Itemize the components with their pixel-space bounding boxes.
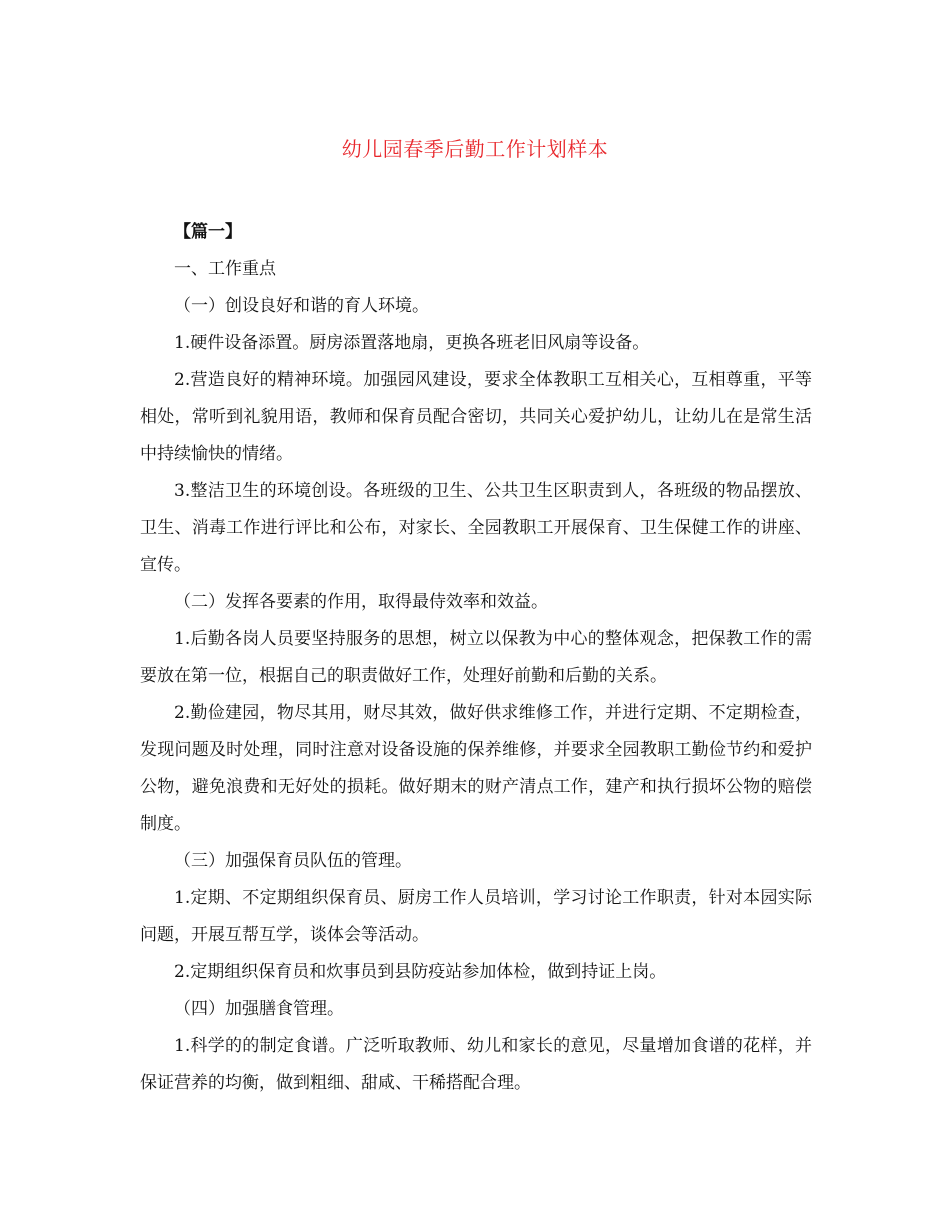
- heading-level-1: 一、工作重点: [174, 259, 276, 279]
- heading-level-2: （四）加强膳食管理。: [174, 999, 344, 1019]
- heading-level-2: （三）加强保育员队伍的管理。: [174, 851, 412, 871]
- paragraph: 1.科学的的制定食谱。广泛听取教师、幼儿和家长的意见，尽量增加食谱的花样，并保证营养的均衡，做到粗细、甜咸、干稀搭配合理。: [140, 1036, 812, 1093]
- heading-level-2: （二）发挥各要素的作用，取得最侍效率和效益。: [174, 592, 548, 612]
- paragraph: 2.勤俭建园，物尽其用，财尽其效，做好供求维修工作，并进行定期、不定期检查，发现问题及时处理，同时注意对设备设施的保养维修，并要求全园教职工勤俭节约和爱护公物，避免浪费和无好处的损耗。做好期末的财产清点工作，建产和执行损坏公物的赔偿制度。: [140, 703, 812, 834]
- paragraph: 1.后勤各岗人员要坚持服务的思想，树立以保教为中心的整体观念，把保教工作的需要放在第一位，根据自己的职责做好工作，处理好前勤和后勤的关系。: [140, 629, 812, 686]
- section-marker: 【篇一】: [174, 222, 242, 242]
- paragraph: 2.营造良好的精神环境。加强园风建设，要求全体教职工互相关心，互相尊重，平等相处，常听到礼貌用语，教师和保育员配合密切，共同关心爱护幼儿，让幼儿在是常生活中持续愉快的情绪。: [140, 370, 812, 464]
- document-title: 幼儿园春季后勤工作计划样本: [341, 137, 609, 161]
- paragraph: 1.定期、不定期组织保育员、厨房工作人员培训，学习讨论工作职责，针对本园实际问题，开展互帮互学，谈体会等活动。: [140, 888, 812, 945]
- heading-level-2: （一）创设良好和谐的育人环境。: [174, 296, 429, 316]
- paragraph: 1.硬件设备添置。厨房添置落地扇，更换各班老旧风扇等设备。: [174, 333, 650, 353]
- paragraph: 3.整洁卫生的环境创设。各班级的卫生、公共卫生区职责到人，各班级的物品摆放、卫生、消毒工作进行评比和公布，对家长、全园教职工开展保育、卫生保健工作的讲座、宣传。: [140, 481, 812, 575]
- document-body: [140, 214, 812, 1102]
- paragraph: 2.定期组织保育员和炊事员到县防疫站参加体检，做到持证上岗。: [174, 962, 667, 982]
